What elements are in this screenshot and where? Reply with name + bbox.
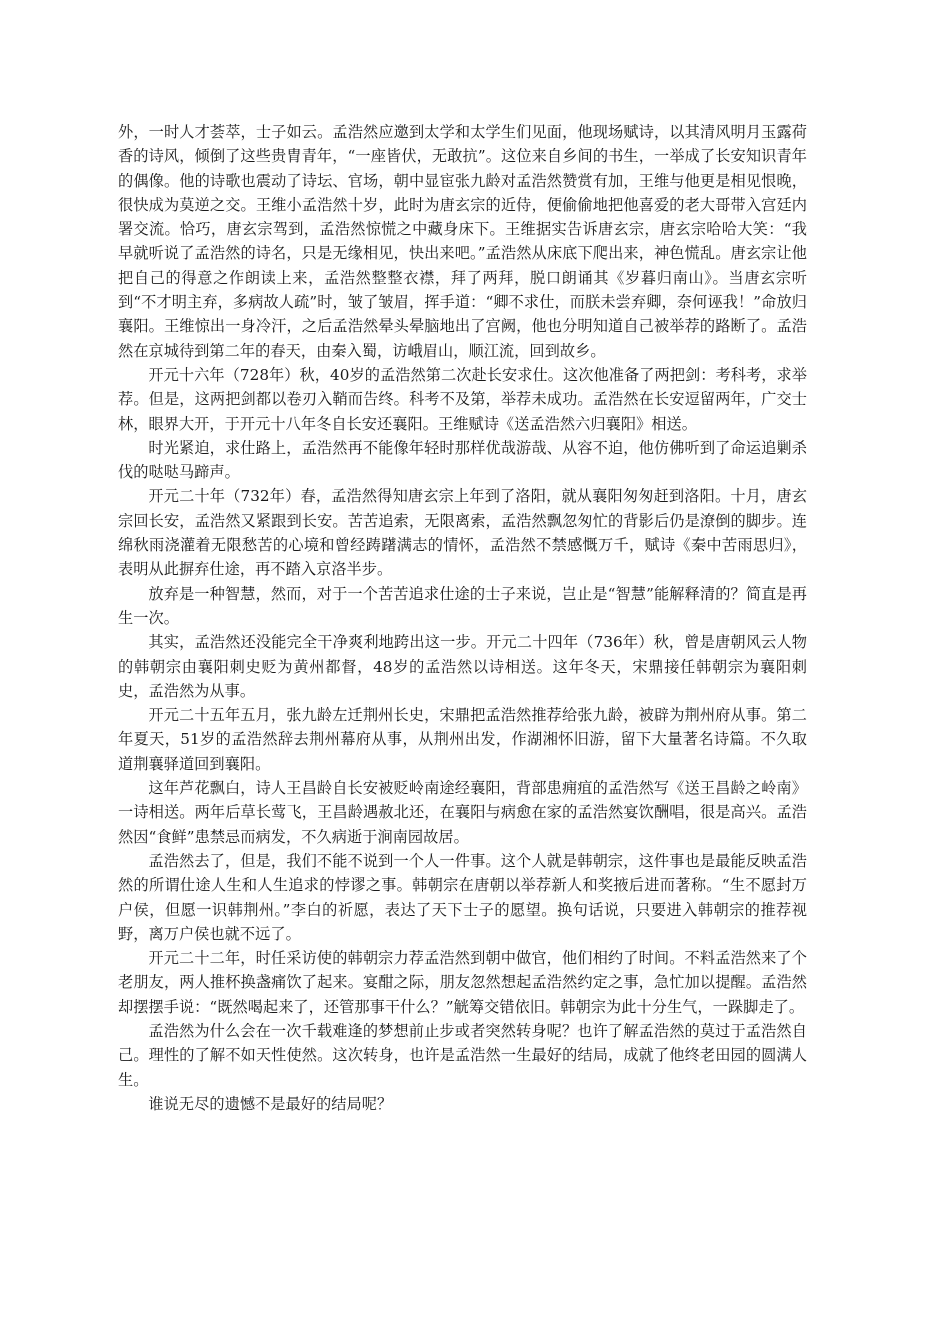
paragraph-10: 开元二十二年，时任采访使的韩朝宗力荐孟浩然到朝中做官，他们相约了时间。不料孟浩然来了个老朋友，两人推杯换盏痛饮了起来。宴酣之际，朋友忽然想起孟浩然约定之事，急忙加以提醒。孟浩然却摆摆手说：“既然喝起来了，还管那事干什么？”觥筹交错依旧。韩朝宗为此十分生气，一跺脚走了。	[118, 949, 807, 1016]
paragraph-2: 开元十六年（728年）秋，40岁的孟浩然第二次赴长安求仕。这次他准备了两把剑：考科考，求举荐。但是，这两把剑都以卷刃入鞘而告终。科考不及第，举荐未成功。孟浩然在长安逗留两年，广交士林，眼界大开，于开元十八年冬自长安还襄阳。王维赋诗《送孟浩然六归襄阳》相送。	[118, 365, 807, 433]
paragraph-4: 开元二十年（732年）春，孟浩然得知唐玄宗上年到了洛阳，就从襄阳匆匆赶到洛阳。十月，唐玄宗回长安，孟浩然又紧跟到长安。苦苦追索，无限离索，孟浩然飘忽匆忙的背影后仍是潦倒的脚步。连绵秋雨浇灌着无限愁苦的心境和曾经踌躇满志的情怀，孟浩然不禁感慨万千，赋诗《秦中苦雨思归》，表明从此摒弃仕途，再不踏入京洛半步。	[118, 487, 807, 579]
document-body	[118, 120, 807, 1116]
paragraph-7: 开元二十五年五月，张九龄左迁荆州长史，宋鼎把孟浩然推荐给张九龄，被辟为荆州府从事。第二年夏天，51岁的孟浩然辞去荆州幕府从事，从荆州出发，作湖湘怀旧游，留下大量著名诗篇。不久取道荆襄驿道回到襄阳。	[118, 706, 807, 773]
paragraph-1: 外，一时人才荟萃，士子如云。孟浩然应邀到太学和太学生们见面，他现场赋诗，以其清风明月玉露荷香的诗风，倾倒了这些贵胄青年，“一座皆伏，无敢抗”。这位来自乡间的书生，一举成了长安知识青年的偶像。他的诗歌也震动了诗坛、官场，朝中显宦张九龄对孟浩然赞赏有加，王维与他更是相见恨晚，很快成为莫逆之交。王维小孟浩然十岁，此时为唐玄宗的近侍，便偷偷地把他喜爱的老大哥带入宫廷内署交流。恰巧，唐玄宗驾到，孟浩然惊慌之中藏身床下。王维据实告诉唐玄宗，唐玄宗哈哈大笑：“我早就听说了孟浩然的诗名，只是无缘相见，快出来吧。”孟浩然从床底下爬出来，神色慌乱。唐玄宗让他把自己的得意之作朗读上来，孟浩然整整衣襟，拜了两拜，脱口朗诵其《岁暮归南山》。当唐玄宗听到“不才明主弃，多病故人疏”时，皱了皱眉，挥手道：“卿不求仕，而朕未尝弃卿，奈何诬我！”命放归襄阳。王维惊出一身冷汗，之后孟浩然晕头晕脑地出了宫阙，他也分明知道自己被举荐的路断了。孟浩然在京城待到第二年的春天，由秦入蜀，访峨眉山，顺江流，回到故乡。	[118, 123, 807, 360]
paragraph-8: 这年芦花飘白，诗人王昌龄自长安被贬岭南途经襄阳，背部患痈疽的孟浩然写《送王昌龄之岭南》一诗相送。两年后草长莺飞，王昌龄遇赦北还，在襄阳与病愈在家的孟浩然宴饮酬唱，很是高兴。孟浩然因“食鲜”患禁忌而病发，不久病逝于涧南园故居。	[118, 779, 807, 846]
paragraph-3: 时光紧迫，求仕路上，孟浩然再不能像年轻时那样优哉游哉、从容不迫，他仿佛听到了命运追剿杀伐的哒哒马蹄声。	[118, 438, 807, 482]
paragraph-12: 谁说无尽的遗憾不是最好的结局呢？	[148, 1094, 393, 1113]
paragraph-6: 其实，孟浩然还没能完全干净爽利地跨出这一步。开元二十四年（736年）秋，曾是唐朝风云人物的韩朝宗由襄阳刺史贬为黄州都督，48岁的孟浩然以诗相送。这年冬天，宋鼎接任韩朝宗为襄阳刺史，孟浩然为从事。	[118, 633, 807, 700]
paragraph-5: 放弃是一种智慧，然而，对于一个苦苦追求仕途的士子来说，岂止是“智慧”能解释清的？简直是再生一次。	[118, 584, 807, 627]
paragraph-11: 孟浩然为什么会在一次千载难逢的梦想前止步或者突然转身呢？也许了解孟浩然的莫过于孟浩然自己。理性的了解不如天性使然。这次转身，也许是孟浩然一生最好的结局，成就了他终老田园的圆满人生。	[118, 1021, 807, 1089]
paragraph-9: 孟浩然去了，但是，我们不能不说到一个人一件事。这个人就是韩朝宗，这件事也是最能反映孟浩然的所谓仕途人生和人生追求的悖谬之事。韩朝宗在唐朝以举荐新人和奖掖后进而著称。“生不愿封万户侯，但愿一识韩荆州。”李白的祈愿，表达了天下士子的愿望。换句话说，只要进入韩朝宗的推荐视野，离万户侯也就不远了。	[118, 851, 807, 943]
